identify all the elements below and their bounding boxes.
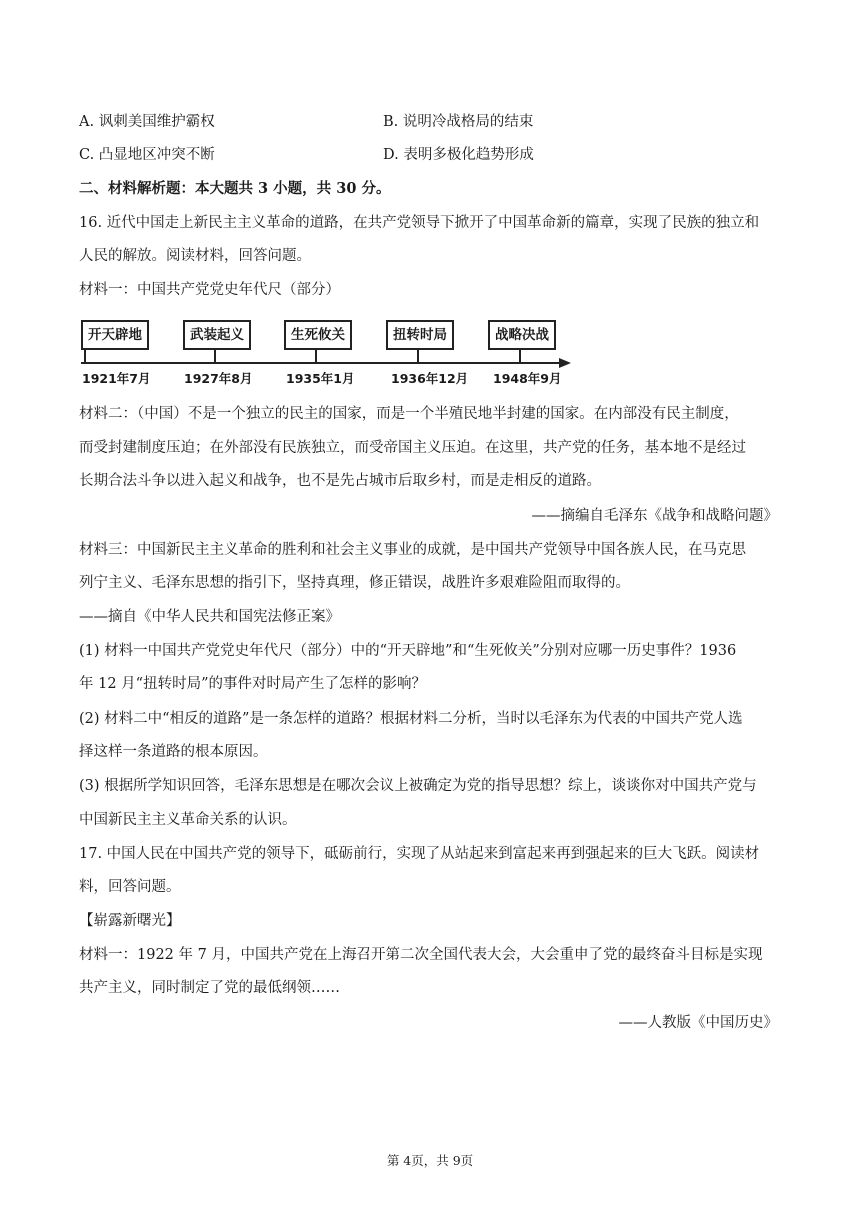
- q16-subquestion-2-line-1: (2) 材料二中“相反的道路”是一条怎样的道路？根据材料二分析，当时以毛泽东为代表的中国共产党人选: [79, 711, 743, 727]
- q16-material-2-line-2: 而受封建制度压迫；在外部没有民族独立，而受帝国主义压迫。在这里，共产党的任务，基本地不是经过: [79, 440, 746, 456]
- q16-material-3-line-2: 列宁主义、毛泽东思想的指引下，坚持真理，修正错误，战胜许多艰难险阻而取得的。: [79, 575, 630, 591]
- q17-intro-line-1: 17. 中国人民在中国共产党的领导下，砥砺前行，实现了从站起来到富起来再到强起来的巨大飞跃。阅读材: [79, 846, 760, 862]
- timeline-tick-2: [214, 348, 216, 363]
- q17-material-1-line-2: 共产主义，同时制定了党的最低纲领……: [79, 980, 340, 996]
- timeline-event-5: 战略决战: [488, 320, 556, 350]
- timeline-date-2: 1927年8月: [184, 371, 253, 386]
- timeline-event-2: 武装起义: [183, 320, 251, 350]
- option-a: A. 讽刺美国维护霸权: [79, 114, 215, 130]
- q16-subquestion-3-line-2: 中国新民主主义革命关系的认识。: [79, 812, 297, 828]
- timeline-date-3: 1935年1月: [286, 371, 355, 386]
- timeline-date-5: 1948年9月: [493, 371, 562, 386]
- timeline-arrow: [559, 358, 571, 368]
- timeline-tick-3: [315, 348, 317, 363]
- option-b: B. 说明冷战格局的结束: [383, 114, 534, 130]
- q17-subheading: 【崭露新曙光】: [79, 913, 181, 929]
- page-footer: 第 4页，共 9页: [386, 1153, 474, 1168]
- q16-material-3-source: ——摘自《中华人民共和国宪法修正案》: [79, 609, 340, 625]
- timeline-event-4: 扭转时局: [386, 320, 454, 350]
- timeline-tick-4: [417, 348, 419, 363]
- timeline-date-1: 1921年7月: [82, 371, 151, 386]
- q16-subquestion-1-line-2: 年 12 月“扭转时局”的事件对时局产生了怎样的影响？: [79, 676, 426, 692]
- timeline-tick-5: [519, 348, 521, 363]
- timeline-tick-1: [84, 348, 86, 363]
- option-d: D. 表明多极化趋势形成: [383, 147, 534, 163]
- q17-intro-line-2: 料，回答问题。: [79, 879, 181, 895]
- q16-subquestion-3-line-1: (3) 根据所学知识回答，毛泽东思想是在哪次会议上被确定为党的指导思想？综上，谈谈你对中国共产党与: [79, 778, 757, 794]
- q16-material-3-line-1: 材料三：中国新民主主义革命的胜利和社会主义事业的成就，是中国共产党领导中国各族人民，在马克思: [79, 542, 746, 558]
- timeline-event-1: 开天辟地: [81, 320, 149, 350]
- q16-intro-line-2: 人民的解放。阅读材料，回答问题。: [79, 248, 311, 264]
- option-c: C. 凸显地区冲突不断: [79, 147, 215, 163]
- q16-intro-line-1: 16. 近代中国走上新民主主义革命的道路，在共产党领导下掀开了中国革命新的篇章，实现了民族的独立和: [79, 215, 760, 231]
- section-heading: 二、材料解析题：本大题共 3 小题，共 30 分。: [79, 180, 391, 197]
- q16-material-2-line-1: 材料二：（中国）不是一个独立的民主的国家，而是一个半殖民地半封建的国家。在内部没有民主制度，: [79, 406, 739, 422]
- timeline-axis: [81, 362, 561, 364]
- q17-material-1-line-1: 材料一：1922 年 7 月，中国共产党在上海召开第二次全国代表大会，大会重申了党的最终奋斗目标是实现: [79, 947, 763, 963]
- timeline-date-4: 1936年12月: [391, 371, 469, 386]
- timeline-event-3: 生死攸关: [284, 320, 352, 350]
- q16-subquestion-1-line-1: (1) 材料一中国共产党党史年代尺（部分）中的“开天辟地”和“生死攸关”分别对应哪一历史事件？1936: [79, 643, 737, 659]
- q16-subquestion-2-line-2: 择这样一条道路的根本原因。: [79, 744, 268, 760]
- q16-material-2-source: ——摘编自毛泽东《战争和战略问题》: [531, 508, 778, 524]
- q16-material-2-line-3: 长期合法斗争以进入起义和战争，也不是先占城市后取乡村，而是走相反的道路。: [79, 473, 601, 489]
- q17-material-1-source: ——人教版《中国历史》: [618, 1015, 778, 1031]
- party-history-timeline: [79, 316, 579, 388]
- q16-material-1-label: 材料一：中国共产党党史年代尺（部分）: [79, 282, 340, 298]
